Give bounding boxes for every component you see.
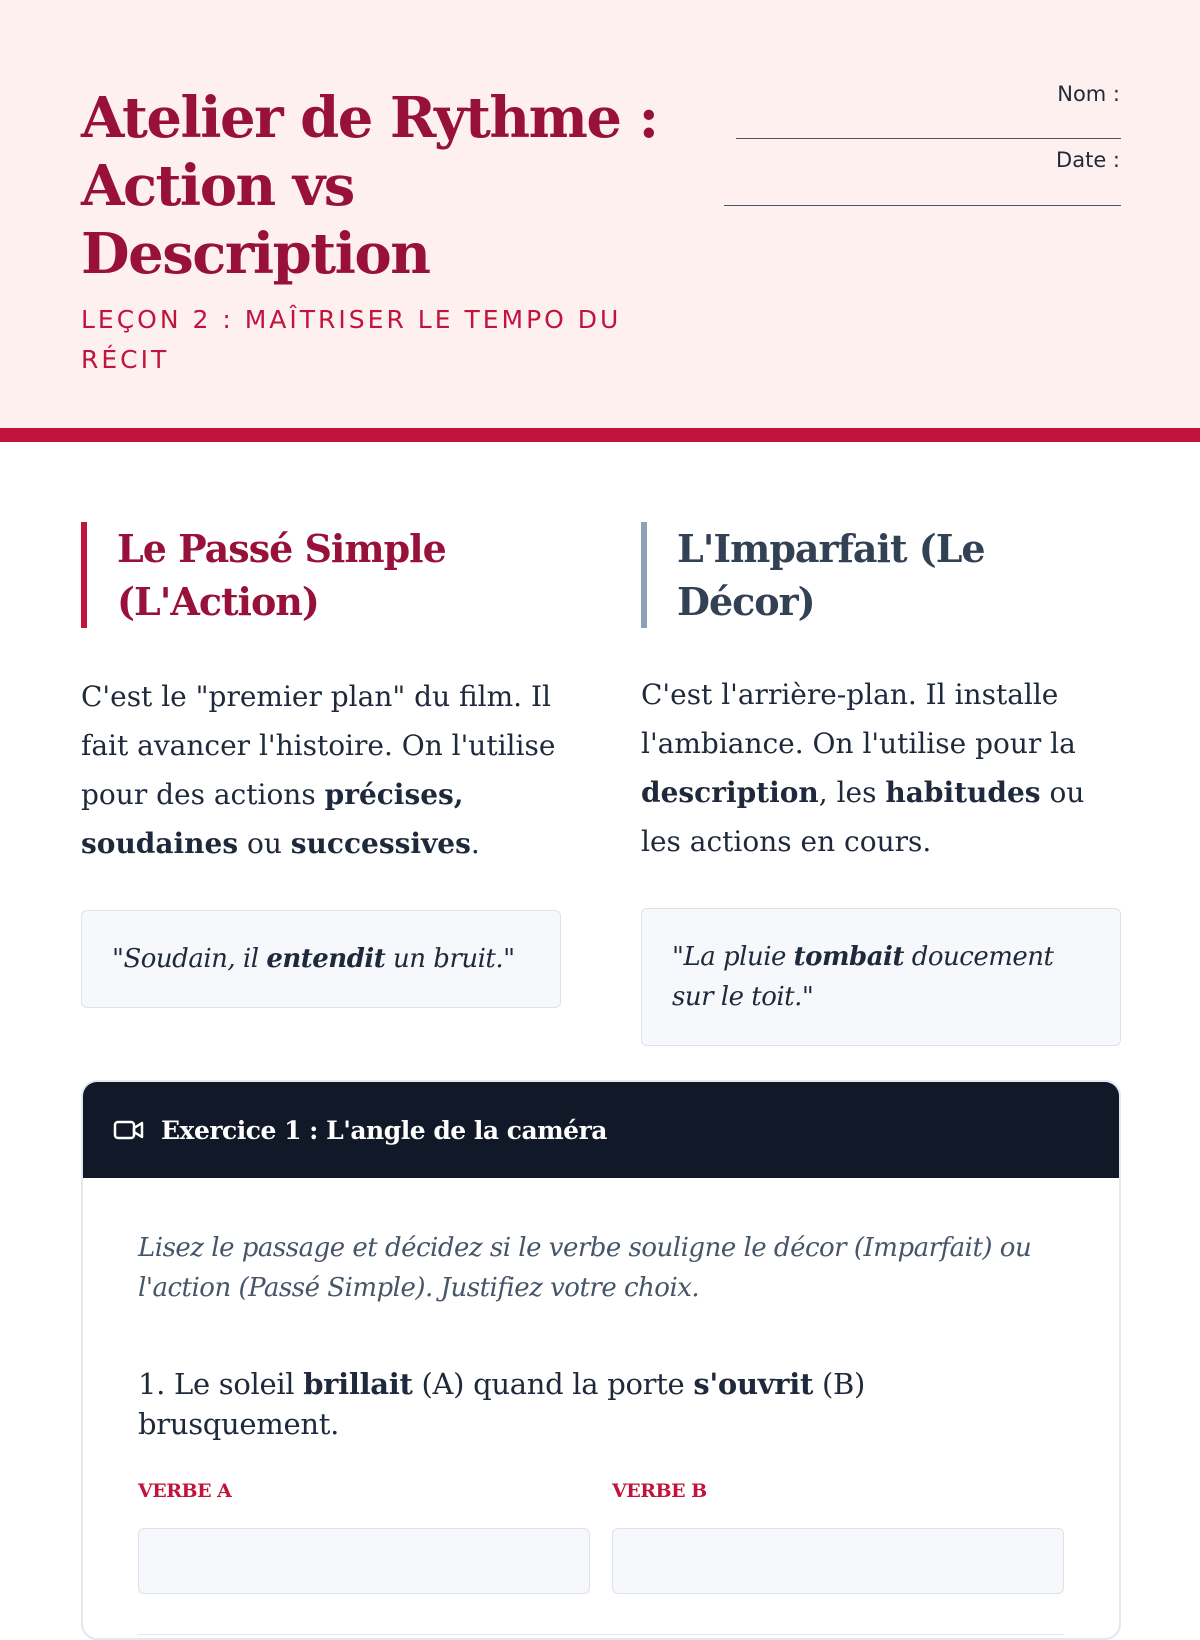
bold-word: successives xyxy=(290,827,471,860)
bold-word: description xyxy=(641,776,819,809)
verb-b: s'ouvrit xyxy=(693,1367,814,1401)
question-divider xyxy=(138,1634,1064,1635)
date-line[interactable] xyxy=(724,205,1121,206)
example-text: "La pluie xyxy=(672,942,794,972)
name-label: Nom : xyxy=(1057,82,1120,106)
date-label: Date : xyxy=(1056,148,1120,172)
passe-simple-text xyxy=(81,672,561,868)
imparfait-example xyxy=(641,908,1121,1046)
text-segment: , les xyxy=(818,776,886,809)
answer-row xyxy=(138,1480,1064,1594)
question-1 xyxy=(138,1364,1064,1444)
exercise-card xyxy=(81,1080,1121,1640)
text-segment: C'est le "premier plan" du film. Il fait avancer l'histoire. On l'utilise pour des actions xyxy=(81,680,556,811)
page-title xyxy=(81,84,701,288)
example-text: un bruit." xyxy=(385,944,515,974)
header-divider xyxy=(0,428,1200,442)
page-subtitle: LEÇON 2 : MAÎTRISER LE TEMPO DU RÉCIT xyxy=(81,305,622,374)
title-block xyxy=(81,84,701,380)
passe-simple-heading xyxy=(81,522,561,628)
exercise-header xyxy=(83,1082,1119,1178)
verb-a: brillait xyxy=(303,1367,413,1401)
answer-b-group xyxy=(612,1480,1064,1594)
passe-simple-heading-line-1: Le Passé Simple xyxy=(117,526,446,571)
imparfait-heading: L'Imparfait (Le Décor) xyxy=(641,522,1121,628)
title-line-2: Action vs Description xyxy=(81,153,430,287)
verb-a-label: VERBE A xyxy=(138,1480,232,1502)
passe-simple-example xyxy=(81,910,561,1008)
bold-word: habitudes xyxy=(885,776,1041,809)
text-segment: ou les actions en cours. xyxy=(641,776,1085,858)
question-text: Le soleil xyxy=(165,1367,304,1401)
text-segment: ou xyxy=(238,827,291,860)
imparfait-column xyxy=(641,522,1121,1046)
video-camera-icon xyxy=(113,1118,145,1142)
example-text: "Soudain, il xyxy=(112,944,267,974)
passe-simple-heading-line-2: (L'Action) xyxy=(117,579,319,624)
text-segment: C'est l'arrière-plan. Il installe l'ambiance. On l'utilise pour la xyxy=(641,678,1076,760)
name-line[interactable] xyxy=(736,138,1121,139)
verb-b-label: VERBE B xyxy=(612,1480,707,1502)
exercise-instructions: Lisez le passage et décidez si le verbe souligne le décor (Imparfait) ou l'action (Passé Simple). Justifiez votre choix. xyxy=(138,1233,1032,1303)
passe-simple-column xyxy=(81,522,561,1008)
exercise-title: Exercice 1 : L'angle de la caméra xyxy=(161,1115,607,1145)
example-verb: entendit xyxy=(266,944,386,974)
imparfait-text xyxy=(641,670,1121,866)
question-number: 1. xyxy=(138,1367,166,1401)
question-text: (A) quand la porte xyxy=(412,1367,694,1401)
verb-a-input[interactable] xyxy=(138,1528,590,1594)
verb-b-input[interactable] xyxy=(612,1528,1064,1594)
question-text: (B) brusquement. xyxy=(138,1367,866,1441)
title-line-1: Atelier de Rythme : xyxy=(81,85,658,151)
bold-word: précises, xyxy=(324,778,464,811)
answer-a-group xyxy=(138,1480,590,1594)
text-segment: . xyxy=(470,827,480,860)
exercise-body xyxy=(83,1178,1119,1635)
example-verb: tombait xyxy=(793,942,904,972)
page-header xyxy=(0,0,1200,428)
example-text: doucement sur le toit." xyxy=(672,942,1054,1012)
bold-word: soudaines xyxy=(81,827,239,860)
